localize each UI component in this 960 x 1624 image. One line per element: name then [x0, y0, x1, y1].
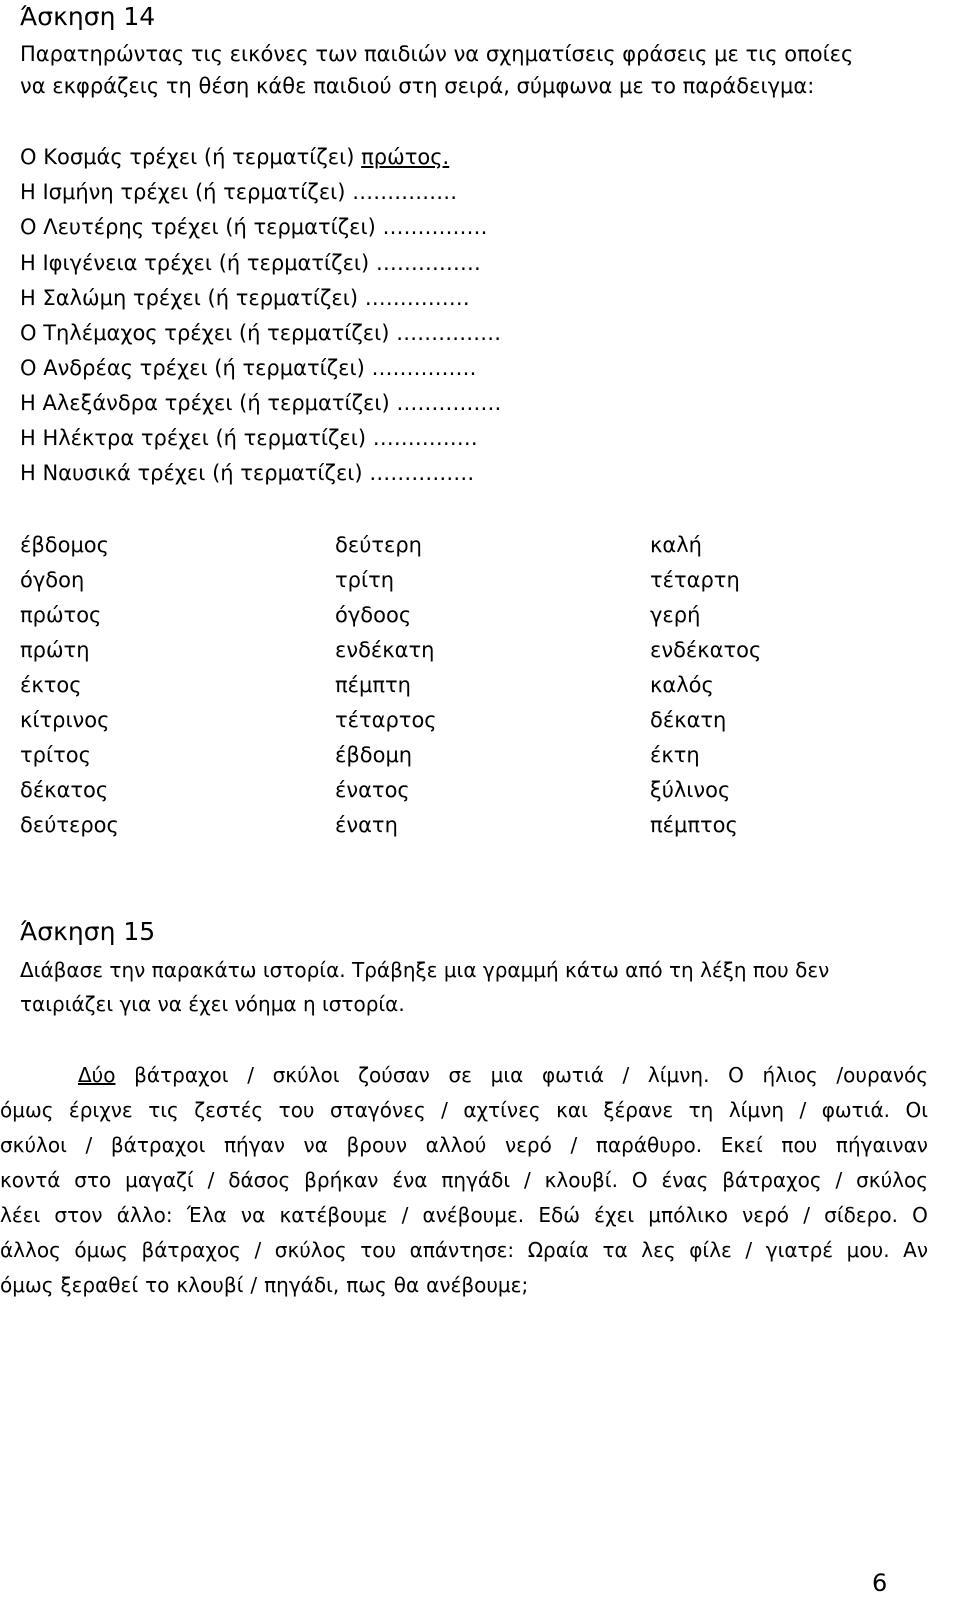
- word-option: έβδομος: [20, 533, 109, 557]
- story-word: να: [303, 1133, 328, 1157]
- story-line: [0, 1233, 928, 1267]
- story-word: /: [207, 1168, 215, 1192]
- page-number: 6: [872, 1569, 888, 1597]
- story-word: όμως: [74, 1238, 128, 1262]
- story-word: νερό: [742, 1203, 790, 1227]
- word-option: ένατος: [335, 778, 410, 802]
- word-option: όγδοη: [20, 568, 85, 592]
- sentence-line: Η Ναυσικά τρέχει (ή τερματίζει) ……………: [20, 461, 475, 485]
- story-line: [0, 1268, 928, 1302]
- exercise-14-instruction-line-1: Παρατηρώντας τις εικόνες των παιδιών να σχηματίσεις φράσεις με τις οποίες: [20, 42, 854, 66]
- story-line: [78, 1058, 928, 1092]
- word-option: πέμπτος: [650, 813, 738, 837]
- story-line: [0, 1163, 928, 1197]
- story-word: θα: [393, 1273, 420, 1297]
- story-word: /: [441, 1098, 448, 1122]
- story-word: Έλα: [186, 1203, 227, 1227]
- story-word: βάτραχοι: [134, 1063, 229, 1087]
- word-bank-row: [20, 773, 920, 808]
- story-word: τα: [602, 1238, 628, 1262]
- word-option: όγδοος: [335, 603, 412, 627]
- story-word: λέει: [0, 1203, 41, 1227]
- sentence-line: Ο Τηλέμαχος τρέχει (ή τερματίζει) ……………: [20, 321, 502, 345]
- story-word: πήγαιναν: [835, 1133, 928, 1157]
- story-word: ξεραθεί: [60, 1273, 139, 1297]
- exercise-14-title: Άσκηση 14: [20, 2, 156, 31]
- story-word: Εκεί: [720, 1133, 763, 1157]
- story-word: Ο: [912, 1203, 928, 1227]
- story-word: κοντά: [0, 1168, 61, 1192]
- story-word: που: [781, 1133, 818, 1157]
- story-word: στον: [54, 1203, 103, 1227]
- word-option: ξύλινος: [650, 778, 731, 802]
- word-option: τέταρτη: [650, 568, 740, 592]
- word-option: κίτρινος: [20, 708, 110, 732]
- story-word: ένα: [392, 1168, 428, 1192]
- word-option: έκτη: [650, 743, 700, 767]
- word-option: τρίτη: [335, 568, 395, 592]
- story-word: πήγαν: [223, 1133, 285, 1157]
- word-bank-row: [20, 598, 920, 633]
- word-bank-row: [20, 633, 920, 668]
- story-word: κλουβί: [176, 1273, 244, 1297]
- word-option: τρίτος: [20, 743, 91, 767]
- word-option: δέκατος: [20, 778, 109, 802]
- story-word: ήλιος: [762, 1063, 818, 1087]
- story-word: μπόλικο: [648, 1203, 728, 1227]
- story-word: /: [254, 1238, 262, 1262]
- story-word: γιατρέ: [765, 1238, 834, 1262]
- story-word: κλουβί.: [544, 1168, 618, 1192]
- word-option: δεύτερος: [20, 813, 119, 837]
- story-word: να: [240, 1203, 266, 1227]
- story-word: σκύλος: [856, 1168, 928, 1192]
- sentence-line: Η Ηλέκτρα τρέχει (ή τερματίζει) ……………: [20, 426, 478, 450]
- story-word: βάτραχος: [722, 1168, 822, 1192]
- story-word: Εδώ: [538, 1203, 580, 1227]
- story-word: /: [85, 1133, 93, 1157]
- story-word: /: [622, 1063, 630, 1087]
- sentence-line: Ο Ανδρέας τρέχει (ή τερματίζει) ……………: [20, 356, 477, 380]
- word-bank-row: [20, 703, 920, 738]
- word-option: έβδομη: [335, 743, 413, 767]
- story-word: φωτιά: [541, 1063, 604, 1087]
- story-word: άλλος: [0, 1238, 61, 1262]
- sentence-line: Η Ιφιγένεια τρέχει (ή τερματίζει) ……………: [20, 251, 481, 275]
- story-word: τη: [688, 1098, 714, 1122]
- story-word: λες: [641, 1238, 676, 1262]
- story-word: /ουρανός: [836, 1063, 928, 1087]
- word-option: πέμπτη: [335, 673, 411, 697]
- story-word: τις: [148, 1098, 179, 1122]
- exercise-15-title: Άσκηση 15: [20, 917, 156, 946]
- word-bank-row: [20, 808, 920, 843]
- story-line: [0, 1128, 928, 1162]
- story-word: φωτιά.: [821, 1098, 890, 1122]
- story-word: ζούσαν: [358, 1063, 430, 1087]
- story-word: λίμνη: [728, 1098, 784, 1122]
- story-word: ξέρανε: [603, 1098, 674, 1122]
- story-word: /: [523, 1168, 531, 1192]
- word-option: έκτος: [20, 673, 82, 697]
- word-option: δέκατη: [650, 708, 727, 732]
- story-word: μια: [490, 1063, 524, 1087]
- story-word: Ωραία: [527, 1238, 589, 1262]
- word-option: τέταρτος: [335, 708, 437, 732]
- word-option: πρώτος: [20, 603, 102, 627]
- story-word: δάσος: [228, 1168, 291, 1192]
- word-bank-row: [20, 738, 920, 773]
- story-word: αλλού: [425, 1133, 487, 1157]
- example-sentence: [20, 143, 449, 171]
- story-word: /: [745, 1238, 753, 1262]
- story-word: ζεστές: [194, 1098, 264, 1122]
- word-option: καλός: [650, 673, 714, 697]
- story-word: έριχνε: [68, 1098, 133, 1122]
- story-word: του: [278, 1098, 315, 1122]
- story-word: Δύο: [78, 1063, 116, 1087]
- story-word: βρουν: [346, 1133, 407, 1157]
- story-word: σκύλοι: [272, 1063, 340, 1087]
- story-word: απάντησε:: [409, 1238, 515, 1262]
- story-word: ένας: [661, 1168, 709, 1192]
- story-word: /: [570, 1133, 578, 1157]
- story-word: σταγόνες: [329, 1098, 426, 1122]
- story-line: [0, 1198, 928, 1232]
- story-word: σε: [448, 1063, 472, 1087]
- story-word: μου.: [846, 1238, 890, 1262]
- story-word: το: [145, 1273, 170, 1297]
- exercise-14-instruction-line-2: να εκφράζεις τη θέση κάθε παιδιού στη σειρά, σύμφωνα με το παράδειγμα:: [20, 74, 815, 98]
- story-word: νερό: [504, 1133, 552, 1157]
- story-word: παράθυρο.: [595, 1133, 703, 1157]
- example-answer: πρώτος.: [361, 145, 450, 169]
- story-word: /: [250, 1273, 258, 1297]
- story-word: του: [360, 1238, 397, 1262]
- word-option: πρώτη: [20, 638, 90, 662]
- word-bank-row: [20, 668, 920, 703]
- word-option: ένατη: [335, 813, 398, 837]
- story-word: αχτίνες: [463, 1098, 541, 1122]
- story-word: ανέβουμε;: [426, 1273, 529, 1297]
- story-word: /: [799, 1098, 807, 1122]
- story-word: και: [556, 1098, 588, 1122]
- story-word: όμως: [0, 1273, 54, 1297]
- word-option: ενδέκατος: [650, 638, 762, 662]
- story-word: Ο: [728, 1063, 744, 1087]
- story-word: φίλε: [689, 1238, 732, 1262]
- story-word: πηγάδι: [441, 1168, 511, 1192]
- story-word: λίμνη.: [647, 1063, 710, 1087]
- word-option: γερή: [650, 603, 701, 627]
- story-word: έχει: [594, 1203, 635, 1227]
- exercise-15-instruction-line-1: Διάβασε την παρακάτω ιστορία. Τράβηξε μια γραμμή κάτω από τη λέξη που δεν: [20, 958, 830, 982]
- example-prefix: Ο Κοσμάς τρέχει (ή τερματίζει): [20, 145, 362, 169]
- word-option: δεύτερη: [335, 533, 422, 557]
- story-word: όμως: [0, 1098, 54, 1122]
- story-word: βρήκαν: [304, 1168, 379, 1192]
- sentence-line: Η Σαλώμη τρέχει (ή τερματίζει) ……………: [20, 286, 470, 310]
- story-word: /: [803, 1203, 810, 1227]
- story-word: άλλο:: [116, 1203, 173, 1227]
- story-word: σκύλος: [274, 1238, 347, 1262]
- word-bank-row: [20, 563, 920, 598]
- story-word: κατέβουμε: [279, 1203, 388, 1227]
- story-word: πως: [346, 1273, 387, 1297]
- story-word: σκύλοι: [0, 1133, 67, 1157]
- story-line: [0, 1093, 928, 1127]
- story-word: /: [247, 1063, 254, 1087]
- story-word: Οι: [905, 1098, 928, 1122]
- sentence-line: Η Ισμήνη τρέχει (ή τερματίζει) ……………: [20, 180, 458, 204]
- word-option: ενδέκατη: [335, 638, 435, 662]
- story-word: ανέβουμε.: [422, 1203, 525, 1227]
- story-word: σίδερο.: [824, 1203, 898, 1227]
- exercise-15-instruction-line-2: ταιριάζει για να έχει νόημα η ιστορία.: [20, 992, 405, 1016]
- story-word: /: [835, 1168, 843, 1192]
- story-word: Ο: [631, 1168, 648, 1192]
- story-word: /: [401, 1203, 409, 1227]
- story-word: βάτραχος: [141, 1238, 241, 1262]
- story-word: βάτραχοι: [110, 1133, 206, 1157]
- story-word: Αν: [903, 1238, 928, 1262]
- word-option: καλή: [650, 533, 702, 557]
- story-word: πηγάδι,: [264, 1273, 340, 1297]
- story-word: στο: [74, 1168, 112, 1192]
- story-word: μαγαζί: [125, 1168, 194, 1192]
- sentence-line: Ο Λευτέρης τρέχει (ή τερματίζει) ……………: [20, 215, 488, 239]
- word-bank-row: [20, 528, 920, 563]
- sentence-line: Η Αλεξάνδρα τρέχει (ή τερματίζει) ……………: [20, 391, 502, 415]
